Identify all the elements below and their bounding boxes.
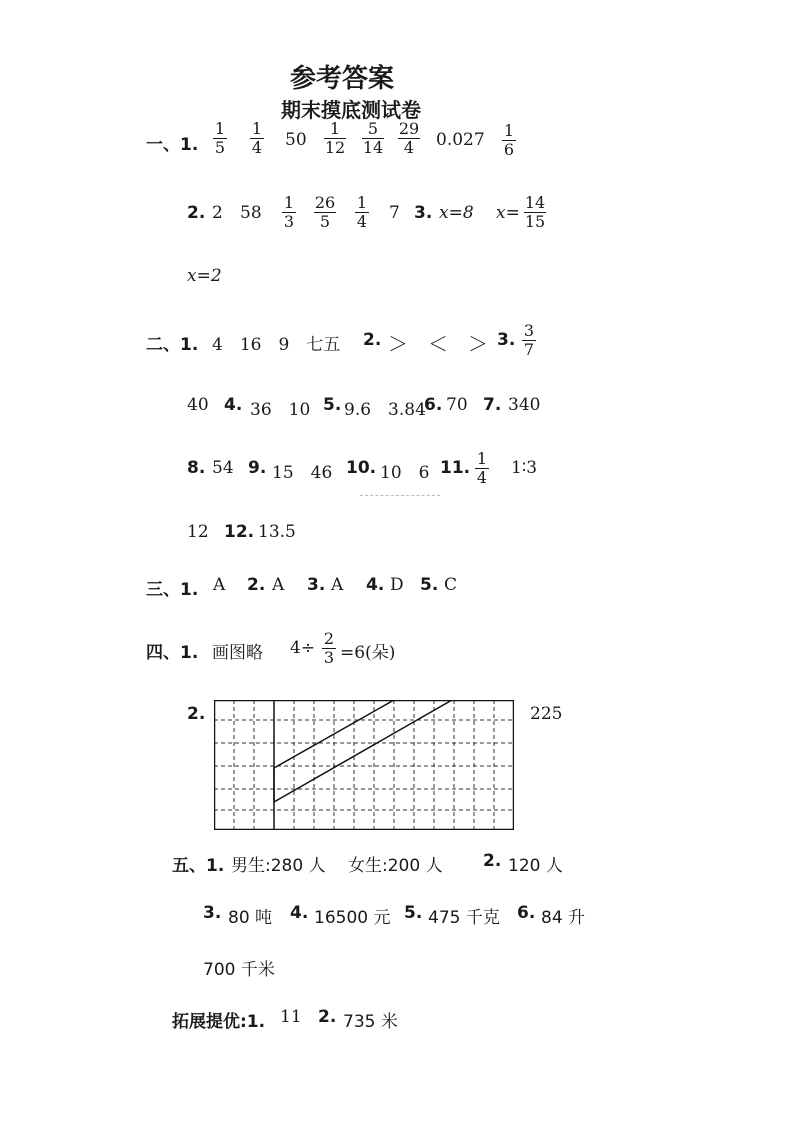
equation: x=8: [439, 203, 474, 223]
answer-value: 1∶3: [511, 458, 538, 478]
section-1-label: 一、1.: [146, 135, 199, 155]
denominator: 5: [214, 138, 226, 157]
answer-value: 9.6 3.84: [344, 400, 426, 420]
question-label: 5.: [404, 903, 423, 923]
question-label: 12.: [224, 522, 255, 542]
numerator: 1: [214, 119, 226, 138]
equation: x=: [496, 203, 520, 223]
answer-value: D: [390, 575, 404, 595]
answer-value: A: [331, 575, 344, 595]
question-label: 2.: [363, 330, 382, 350]
equation: 4÷: [290, 638, 316, 658]
numerator: 1: [283, 193, 295, 212]
answer-value: 11: [280, 1007, 302, 1027]
answer-text: 475 千克: [428, 908, 500, 928]
answer-value: A: [213, 575, 226, 595]
denominator: 7: [523, 340, 535, 359]
section-5-label: 五、1.: [172, 856, 225, 876]
question-label: 2.: [483, 851, 502, 871]
answer-value: 225: [530, 704, 563, 724]
question-label: 2.: [247, 575, 266, 595]
question-label: 5.: [420, 575, 439, 595]
question-label: 6.: [424, 395, 443, 415]
fraction-3-7: [522, 322, 536, 359]
answer-text: 男生:280 人: [231, 856, 326, 876]
numerator: 29: [398, 119, 420, 138]
equation: =6(朵): [340, 643, 396, 663]
fraction-1-12: [324, 120, 346, 157]
question-label: 10.: [346, 458, 377, 478]
answer-value: 36 10: [250, 400, 311, 420]
numerator: 1: [356, 193, 368, 212]
fraction-1-5: [213, 120, 227, 157]
answer-text: 80 吨: [228, 908, 273, 928]
answer-text: 735 米: [343, 1012, 398, 1032]
denominator: 4: [251, 138, 263, 157]
denominator: 4: [476, 468, 488, 487]
answer-value: 2: [212, 203, 223, 223]
answer-text: 画图略: [212, 643, 263, 663]
answer-value: 40: [187, 395, 209, 415]
answer-value: 50: [285, 130, 307, 150]
question-label: 2.: [318, 1007, 337, 1027]
answer-text: 女生:200 人: [348, 856, 443, 876]
fraction-29-4: [398, 120, 420, 157]
scan-mark: [360, 495, 440, 496]
page-title: 参考答案: [290, 64, 395, 94]
fraction-1-6: [502, 122, 516, 159]
question-label: 2.: [187, 704, 206, 724]
parallelogram-grid-figure: [214, 700, 514, 830]
page-subtitle: 期末摸底测试卷: [281, 98, 421, 122]
answer-value: A: [272, 575, 285, 595]
denominator: 4: [356, 212, 368, 231]
section-extension-label: 拓展提优:1.: [172, 1012, 266, 1032]
answer-text: 120 人: [508, 856, 563, 876]
denominator: 4: [398, 138, 420, 157]
fraction-1-4: [355, 194, 369, 231]
numerator: 1: [329, 119, 341, 138]
question-label: 11.: [440, 458, 471, 478]
denominator: 3: [283, 212, 295, 231]
question-label: 4.: [224, 395, 243, 415]
fraction-26-5: [314, 194, 336, 231]
answer-value: 12: [187, 522, 209, 542]
numerator: 2: [323, 629, 335, 648]
numerator: 1: [476, 449, 488, 468]
fraction-2-3: [322, 630, 336, 667]
section-4-label: 四、1.: [146, 643, 199, 663]
answer-value: 7: [389, 203, 400, 223]
numerator: 5: [367, 119, 379, 138]
section-3-label: 三、1.: [146, 580, 199, 600]
answer-value: 54: [212, 458, 234, 478]
question-label: 7.: [483, 395, 502, 415]
numerator: 1: [251, 119, 263, 138]
answer-value: 70: [446, 395, 468, 415]
numerator: 26: [314, 193, 336, 212]
section-2-label: 二、1.: [146, 335, 199, 355]
question-label: 5.: [323, 395, 342, 415]
fraction-5-14: [362, 120, 384, 157]
denominator: 6: [503, 140, 515, 159]
answer-value: 58: [240, 203, 262, 223]
equation: x=2: [187, 266, 222, 286]
answer-text: 16500 元: [314, 908, 391, 928]
answer-text: 700 千米: [203, 960, 275, 980]
fraction-14-15: [524, 194, 546, 231]
answer-value: ＞ ＜ ＞: [388, 332, 488, 356]
denominator: 5: [314, 212, 336, 231]
denominator: 15: [524, 212, 546, 231]
fraction-1-4: [250, 120, 264, 157]
question-label: 9.: [248, 458, 267, 478]
question-label: 6.: [517, 903, 536, 923]
question-label: 3.: [203, 903, 222, 923]
question-label: 3.: [307, 575, 326, 595]
numerator: 14: [524, 193, 546, 212]
answer-value: 13.5: [258, 522, 296, 542]
answer-value: 15 46: [272, 463, 333, 483]
denominator: 14: [362, 138, 384, 157]
answer-value: 0.027: [436, 130, 485, 150]
question-label: 4.: [290, 903, 309, 923]
answer-value: 10 6: [380, 463, 430, 483]
fraction-1-3: [282, 194, 296, 231]
answer-value: C: [444, 575, 458, 595]
fraction-1-4: [475, 450, 489, 487]
question-label: 8.: [187, 458, 206, 478]
denominator: 12: [324, 138, 346, 157]
numerator: 3: [523, 321, 535, 340]
question-label: 2.: [187, 203, 206, 223]
answer-value: 4 16 9 七五: [212, 335, 341, 355]
question-label: 3.: [497, 330, 516, 350]
answer-value: 340: [508, 395, 541, 415]
denominator: 3: [323, 648, 335, 667]
answer-text: 84 升: [541, 908, 586, 928]
question-label: 4.: [366, 575, 385, 595]
question-label: 3.: [414, 203, 433, 223]
numerator: 1: [503, 121, 515, 140]
